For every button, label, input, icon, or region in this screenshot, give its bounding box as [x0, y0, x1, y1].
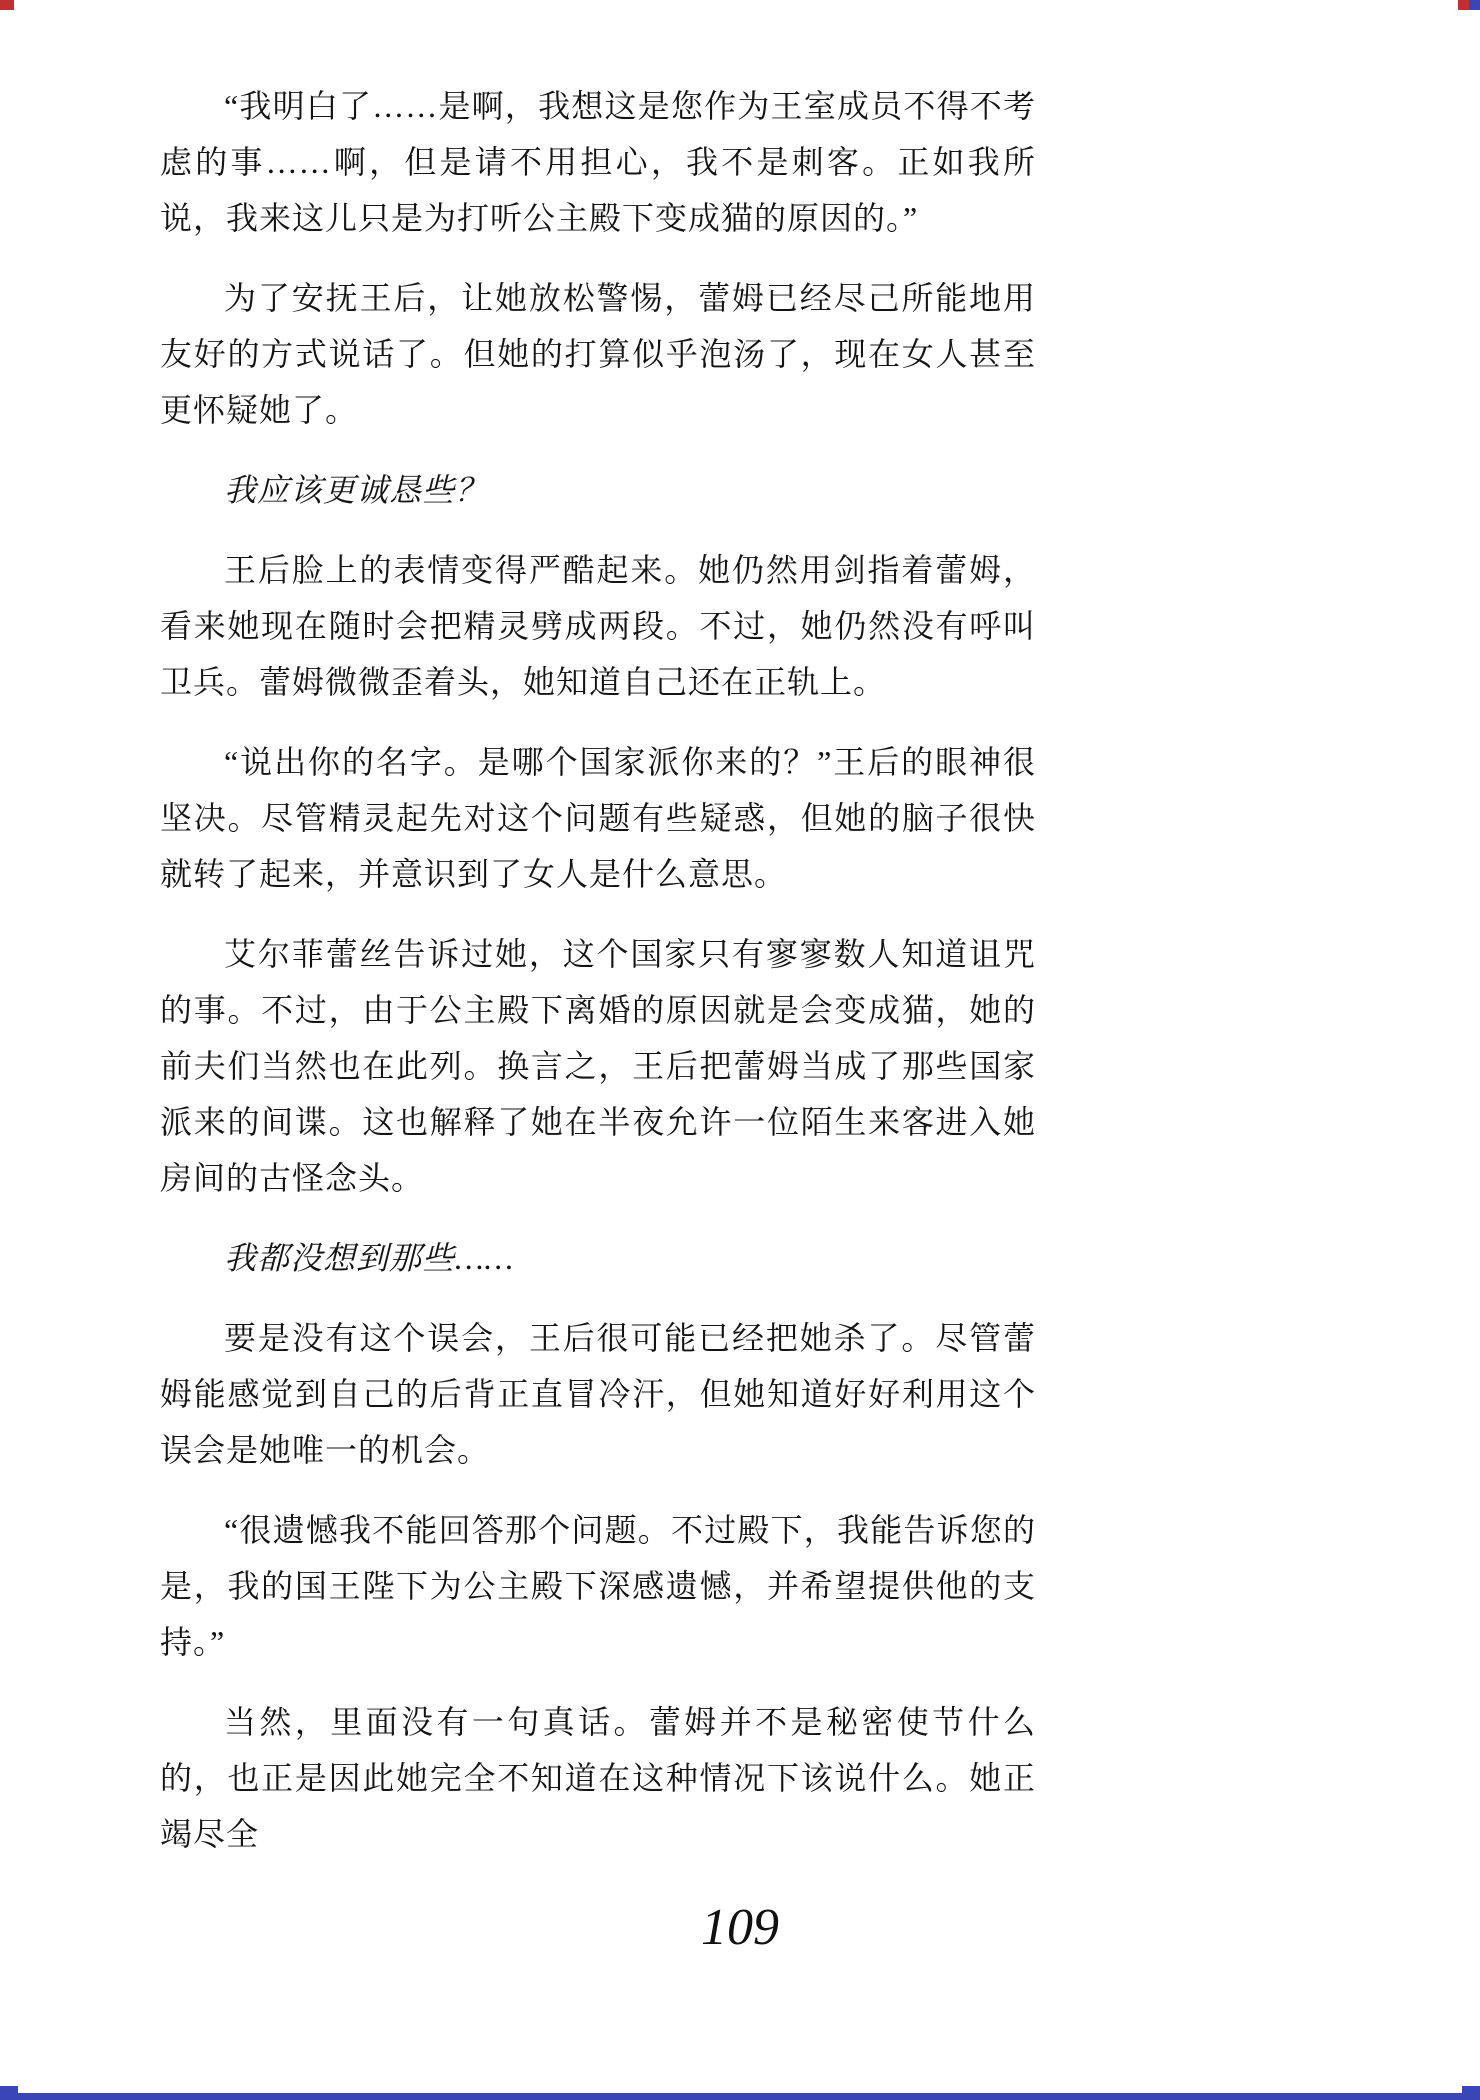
body-paragraph: 为了安抚王后，让她放松警惕，蕾姆已经尽己所能地用友好的方式说话了。但她的打算似乎泡汤了，现在女人甚至更怀疑她了。 — [160, 280, 1036, 428]
body-paragraph: “说出你的名字。是哪个国家派你来的？”王后的眼神很坚决。尽管精灵起先对这个问题有些疑惑，但她的脑子很快就转了起来，并意识到了女人是什么意思。 — [160, 744, 1036, 892]
body-paragraph: 要是没有这个误会，王后很可能已经把她杀了。尽管蕾姆能感觉到自己的后背正直冒冷汗，但她知道好好利用这个误会是她唯一的机会。 — [160, 1320, 1036, 1468]
text-block — [160, 78, 1036, 1886]
inner-monologue-paragraph: 我都没想到那些…… — [224, 1240, 514, 1276]
scan-artifact-bottom-right — [1462, 2086, 1480, 2100]
body-paragraph: “很遗憾我不能回答那个问题。不过殿下，我能告诉您的是，我的国王陛下为公主殿下深感遗憾，并希望提供他的支持。” — [160, 1512, 1036, 1660]
scan-artifact-top-right — [1458, 0, 1480, 10]
body-paragraph: “我明白了……是啊，我想这是您作为王室成员不得不考虑的事……啊，但是请不用担心，我不是刺客。正如我所说，我来这儿只是为打听公主殿下变成猫的原因的。” — [160, 88, 1036, 236]
body-paragraph: 当然，里面没有一句真话。蕾姆并不是秘密使节什么的，也正是因此她完全不知道在这种情况下该说什么。她正竭尽全 — [160, 1704, 1036, 1852]
scan-artifact-bottom-left — [0, 2086, 18, 2100]
page-number: 109 — [701, 1899, 779, 1956]
scan-artifact-bottom-strip — [0, 2093, 1480, 2100]
scan-artifact-top-left — [0, 0, 14, 10]
inner-monologue-paragraph: 我应该更诚恳些？ — [224, 472, 489, 508]
body-paragraph: 王后脸上的表情变得严酷起来。她仍然用剑指着蕾姆，看来她现在随时会把精灵劈成两段。不过，她仍然没有呼叫卫兵。蕾姆微微歪着头，她知道自己还在正轨上。 — [160, 552, 1036, 700]
body-paragraph: 艾尔菲蕾丝告诉过她，这个国家只有寥寥数人知道诅咒的事。不过，由于公主殿下离婚的原因就是会变成猫，她的前夫们当然也在此列。换言之，王后把蕾姆当成了那些国家派来的间谍。这也解释了她在半夜允许一位陌生来客进入她房间的古怪念头。 — [160, 936, 1036, 1196]
